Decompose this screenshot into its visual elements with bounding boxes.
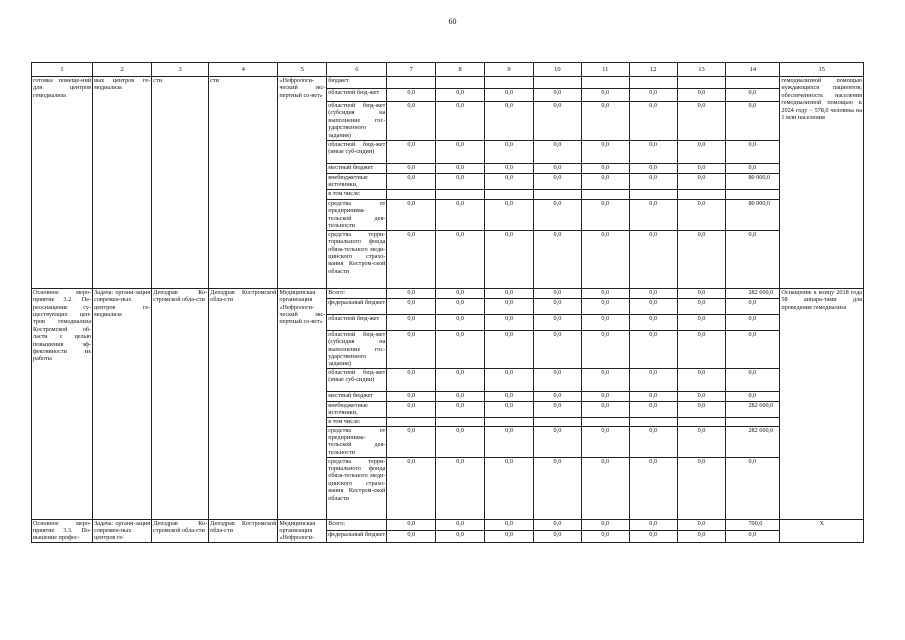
funding-value: 0,0 xyxy=(485,298,534,314)
funding-value: 0,0 xyxy=(485,391,534,401)
funding-value: 0,0 xyxy=(629,368,677,391)
funding-value: 0,0 xyxy=(387,89,436,102)
funding-value: 0,0 xyxy=(485,199,534,230)
funding-value: 0,0 xyxy=(581,330,629,368)
column-header: 4 xyxy=(209,63,278,77)
funding-value: 0,0 xyxy=(581,314,629,330)
funding-value xyxy=(581,189,629,199)
funding-value: 0,0 xyxy=(629,141,677,164)
funding-value: 0,0 xyxy=(533,89,581,102)
page-number: 60 xyxy=(448,17,457,26)
funding-value: 0,0 xyxy=(677,457,726,519)
expected-result: X xyxy=(780,519,864,542)
funding-value: 0,0 xyxy=(436,141,485,164)
funding-value: 282 600,0 xyxy=(726,426,780,457)
funding-value: 0,0 xyxy=(677,102,726,141)
funding-value xyxy=(436,189,485,199)
funding-value: 80 000,0 xyxy=(726,174,780,190)
funding-value: 0,0 xyxy=(629,102,677,141)
funding-value: 0,0 xyxy=(533,330,581,368)
funding-value: 0,0 xyxy=(387,174,436,190)
funding-value: 0,0 xyxy=(436,330,485,368)
column-header: 15 xyxy=(780,63,864,77)
funding-value xyxy=(485,77,534,89)
funding-value: 0,0 xyxy=(726,141,780,164)
funding-value: 0,0 xyxy=(677,401,726,417)
funding-value xyxy=(726,189,780,199)
funding-value: 0,0 xyxy=(629,519,677,530)
funding-value: 0,0 xyxy=(581,174,629,190)
funding-source: областной бюд-жет xyxy=(327,314,387,330)
funding-source: бюджет xyxy=(327,77,387,89)
funding-value: 0,0 xyxy=(581,102,629,141)
funding-value xyxy=(533,189,581,199)
funding-value: 0,0 xyxy=(677,199,726,230)
funding-value: 0,0 xyxy=(485,164,534,174)
funding-value: 0,0 xyxy=(726,164,780,174)
funding-value: 0,0 xyxy=(485,530,534,542)
funding-value: 0,0 xyxy=(629,89,677,102)
funding-value xyxy=(533,417,581,426)
customer: Депздрав Ко-стромской обла-сти xyxy=(152,288,209,519)
funding-value xyxy=(485,189,534,199)
funding-value: 0,0 xyxy=(581,426,629,457)
funding-value: 0,0 xyxy=(533,174,581,190)
participant: Медицинская организация «Нефрологи-ческий экс-пертный со-вет» xyxy=(278,288,327,519)
funding-value: 0,0 xyxy=(581,391,629,401)
funding-value: 0,0 xyxy=(436,89,485,102)
funding-value: 700,0 xyxy=(726,519,780,530)
funding-value: 0,0 xyxy=(629,164,677,174)
funding-value: 0,0 xyxy=(436,288,485,298)
funding-value: 0,0 xyxy=(387,288,436,298)
funding-value: 0,0 xyxy=(629,330,677,368)
funding-value: 0,0 xyxy=(677,164,726,174)
funding-value: 0,0 xyxy=(533,368,581,391)
funding-source: федеральный бюджет xyxy=(327,298,387,314)
task-description: вых центров ге-модиализа xyxy=(93,77,152,289)
funding-value: 0,0 xyxy=(436,164,485,174)
funding-value xyxy=(677,189,726,199)
funding-value: 282 600,0 xyxy=(726,401,780,417)
executor: Депздрав Костромской обла-сти xyxy=(209,519,278,542)
funding-value: 0,0 xyxy=(726,230,780,288)
funding-source: Всего: xyxy=(327,288,387,298)
funding-value: 0,0 xyxy=(387,230,436,288)
funding-value: 0,0 xyxy=(533,230,581,288)
funding-value: 0,0 xyxy=(485,174,534,190)
funding-source: областной бюд-жет xyxy=(327,89,387,102)
funding-value xyxy=(387,189,436,199)
funding-value: 0,0 xyxy=(677,141,726,164)
funding-value: 0,0 xyxy=(726,391,780,401)
funding-source: областной бюд-жет (иные суб-сидии) xyxy=(327,368,387,391)
customer: сти xyxy=(152,77,209,289)
funding-value: 0,0 xyxy=(677,391,726,401)
funding-value: 0,0 xyxy=(677,426,726,457)
funding-value: 0,0 xyxy=(485,457,534,519)
table-row xyxy=(32,519,864,530)
funding-value: 0,0 xyxy=(581,288,629,298)
funding-value: 0,0 xyxy=(436,391,485,401)
executor: сти xyxy=(209,77,278,289)
task-description: Задача: органи-зация современ-ных центров ге- xyxy=(94,519,151,542)
funding-value: 0,0 xyxy=(677,89,726,102)
funding-value: 0,0 xyxy=(387,368,436,391)
funding-value: 0,0 xyxy=(533,288,581,298)
funding-value: 0,0 xyxy=(581,230,629,288)
column-header: 8 xyxy=(436,63,485,77)
funding-value: 0,0 xyxy=(581,401,629,417)
activity-name: Основное меро-приятие 3.3. По-вышение профес- xyxy=(33,519,92,542)
funding-value xyxy=(436,417,485,426)
funding-value: 0,0 xyxy=(726,102,780,141)
funding-value: 0,0 xyxy=(436,298,485,314)
funding-value xyxy=(387,417,436,426)
funding-value xyxy=(581,77,629,89)
funding-value: 0,0 xyxy=(726,89,780,102)
funding-value: 0,0 xyxy=(436,174,485,190)
funding-source: местный бюджет xyxy=(327,391,387,401)
executor: Депздрав Костромской обла-сти xyxy=(209,288,278,519)
funding-value xyxy=(629,77,677,89)
funding-value: 0,0 xyxy=(581,457,629,519)
funding-value: 0,0 xyxy=(533,391,581,401)
funding-value: 0,0 xyxy=(726,330,780,368)
funding-value: 0,0 xyxy=(677,519,726,530)
funding-value xyxy=(436,77,485,89)
column-header: 9 xyxy=(485,63,534,77)
funding-value: 0,0 xyxy=(387,530,436,542)
column-header: 5 xyxy=(278,63,327,77)
funding-value: 0,0 xyxy=(387,330,436,368)
funding-value: 0,0 xyxy=(581,141,629,164)
funding-value: 0,0 xyxy=(629,314,677,330)
funding-value: 0,0 xyxy=(436,102,485,141)
funding-source: средства от предпринима-тельской дея-тельности xyxy=(328,426,386,456)
funding-value: 0,0 xyxy=(677,288,726,298)
funding-value: 0,0 xyxy=(677,530,726,542)
funding-value: 0,0 xyxy=(533,102,581,141)
funding-value: 0,0 xyxy=(629,298,677,314)
customer: Депздрав Ко-стромской обла-сти xyxy=(152,519,209,542)
funding-value: 0,0 xyxy=(581,530,629,542)
funding-value: 0,0 xyxy=(726,530,780,542)
funding-value: 0,0 xyxy=(485,89,534,102)
funding-value: 0,0 xyxy=(485,230,534,288)
funding-value: 0,0 xyxy=(629,401,677,417)
header-row xyxy=(32,63,864,77)
funding-source: областной бюд-жет (иные суб-сидии) xyxy=(327,141,387,164)
funding-value: 0,0 xyxy=(581,89,629,102)
funding-value: 0,0 xyxy=(677,230,726,288)
program-table xyxy=(31,62,864,543)
funding-value: 0,0 xyxy=(485,426,534,457)
column-header: 3 xyxy=(152,63,209,77)
funding-value: 0,0 xyxy=(677,298,726,314)
activity-name: Основное меро-приятие 3.2. Пе-реоснащение су-ществующих цен-тров гемодиализа Костромской об-ласти с целью повышения эф-фективности их работы xyxy=(32,288,93,519)
funding-value xyxy=(677,77,726,89)
column-header: 12 xyxy=(629,63,677,77)
funding-value: 0,0 xyxy=(629,530,677,542)
funding-value xyxy=(581,417,629,426)
table-row xyxy=(32,288,864,298)
activity-name: готовка помеще-ний для центров гемодиализа xyxy=(32,77,93,289)
funding-value xyxy=(387,77,436,89)
expected-result: Оснащение к концу 2018 года 58 аппара-тами для проведения гемодиализа xyxy=(780,288,864,519)
funding-source: Всего: xyxy=(327,519,387,530)
funding-value: 0,0 xyxy=(533,199,581,230)
funding-value: 0,0 xyxy=(387,457,436,519)
task-description: Задача: органи-зация современ-ных центров ге-модиализа xyxy=(93,288,152,519)
expected-result: гемодиализной помощью нуждающихся пациентов; обеспеченность населения гемодиализной помощью к 2024 году – 578,0 человека на 1 млн населения xyxy=(780,77,864,289)
funding-source: в том числе: xyxy=(327,417,387,426)
funding-value: 80 000,0 xyxy=(726,199,780,230)
funding-source: федеральный бюджет xyxy=(327,530,387,542)
funding-source: областной бюд-жет (субсидия на выполнение гос-ударственного задания) xyxy=(328,330,386,368)
funding-value: 0,0 xyxy=(677,330,726,368)
funding-value: 0,0 xyxy=(533,164,581,174)
funding-value xyxy=(726,417,780,426)
column-header: 13 xyxy=(677,63,726,77)
funding-value xyxy=(726,77,780,89)
funding-value: 0,0 xyxy=(436,314,485,330)
funding-value: 0,0 xyxy=(581,368,629,391)
funding-value: 282 600,0 xyxy=(726,288,780,298)
column-header: 7 xyxy=(387,63,436,77)
funding-value: 0,0 xyxy=(533,426,581,457)
funding-value xyxy=(533,77,581,89)
funding-value: 0,0 xyxy=(629,457,677,519)
funding-value xyxy=(629,417,677,426)
funding-value: 0,0 xyxy=(387,141,436,164)
funding-value: 0,0 xyxy=(436,199,485,230)
funding-source: местный бюджет xyxy=(327,164,387,174)
funding-value: 0,0 xyxy=(629,230,677,288)
funding-value: 0,0 xyxy=(533,314,581,330)
funding-source: внебюджетные источники, xyxy=(327,174,387,190)
funding-source: в том числе: xyxy=(327,189,387,199)
column-header: 1 xyxy=(32,63,93,77)
funding-value xyxy=(629,189,677,199)
funding-value: 0,0 xyxy=(387,314,436,330)
funding-value: 0,0 xyxy=(387,519,436,530)
funding-value xyxy=(485,417,534,426)
funding-value: 0,0 xyxy=(581,199,629,230)
funding-value: 0,0 xyxy=(436,401,485,417)
funding-value: 0,0 xyxy=(629,288,677,298)
funding-value: 0,0 xyxy=(436,519,485,530)
funding-source: областной бюд-жет (субсидия на выполнение гос-ударственного задания) xyxy=(328,102,386,139)
funding-value: 0,0 xyxy=(533,298,581,314)
funding-source: средства терри-ториального фонда обяза-тельного меди-цинского страхо-вания Костром-ской области xyxy=(327,230,387,288)
funding-value: 0,0 xyxy=(436,457,485,519)
funding-source: внебюджетные источники, xyxy=(327,401,387,417)
funding-value: 0,0 xyxy=(533,530,581,542)
funding-value: 0,0 xyxy=(485,519,534,530)
funding-source: средства от предпринима-тельской дея-тельности xyxy=(328,199,386,230)
funding-value: 0,0 xyxy=(485,368,534,391)
funding-value: 0,0 xyxy=(485,314,534,330)
funding-value: 0,0 xyxy=(387,298,436,314)
funding-value: 0,0 xyxy=(726,457,780,519)
participant: Медицинская организация «Нефрологи- xyxy=(278,519,327,542)
funding-value: 0,0 xyxy=(581,164,629,174)
funding-value: 0,0 xyxy=(533,141,581,164)
participant: «Нефрологи-ческий экс-пертный со-вет» xyxy=(278,77,327,289)
column-header: 2 xyxy=(93,63,152,77)
funding-value: 0,0 xyxy=(533,519,581,530)
funding-value: 0,0 xyxy=(629,174,677,190)
funding-value: 0,0 xyxy=(436,368,485,391)
funding-value: 0,0 xyxy=(726,368,780,391)
funding-value: 0,0 xyxy=(485,102,534,141)
funding-value: 0,0 xyxy=(677,368,726,391)
funding-value: 0,0 xyxy=(387,391,436,401)
funding-value: 0,0 xyxy=(629,426,677,457)
funding-value: 0,0 xyxy=(629,391,677,401)
funding-source: средства терри-ториального фонда обяза-тельного меди-цинского страхо-вания Костром-ской области xyxy=(327,457,387,519)
funding-value: 0,0 xyxy=(485,141,534,164)
funding-value: 0,0 xyxy=(387,401,436,417)
funding-value: 0,0 xyxy=(533,401,581,417)
funding-value: 0,0 xyxy=(387,164,436,174)
funding-value: 0,0 xyxy=(436,426,485,457)
funding-value: 0,0 xyxy=(485,401,534,417)
funding-value: 0,0 xyxy=(581,298,629,314)
column-header: 10 xyxy=(533,63,581,77)
funding-value: 0,0 xyxy=(436,530,485,542)
funding-value: 0,0 xyxy=(387,199,436,230)
funding-value: 0,0 xyxy=(581,519,629,530)
funding-value: 0,0 xyxy=(677,314,726,330)
funding-value: 0,0 xyxy=(387,426,436,457)
funding-value: 0,0 xyxy=(485,288,534,298)
column-header: 11 xyxy=(581,63,629,77)
funding-value xyxy=(677,417,726,426)
funding-value: 0,0 xyxy=(436,230,485,288)
table-row xyxy=(32,77,864,89)
funding-value: 0,0 xyxy=(533,457,581,519)
funding-value: 0,0 xyxy=(629,199,677,230)
funding-value: 0,0 xyxy=(485,330,534,368)
column-header: 14 xyxy=(726,63,780,77)
funding-value: 0,0 xyxy=(387,102,436,141)
funding-value: 0,0 xyxy=(726,314,780,330)
funding-value: 0,0 xyxy=(677,174,726,190)
funding-value: 0,0 xyxy=(726,298,780,314)
column-header: 6 xyxy=(327,63,387,77)
